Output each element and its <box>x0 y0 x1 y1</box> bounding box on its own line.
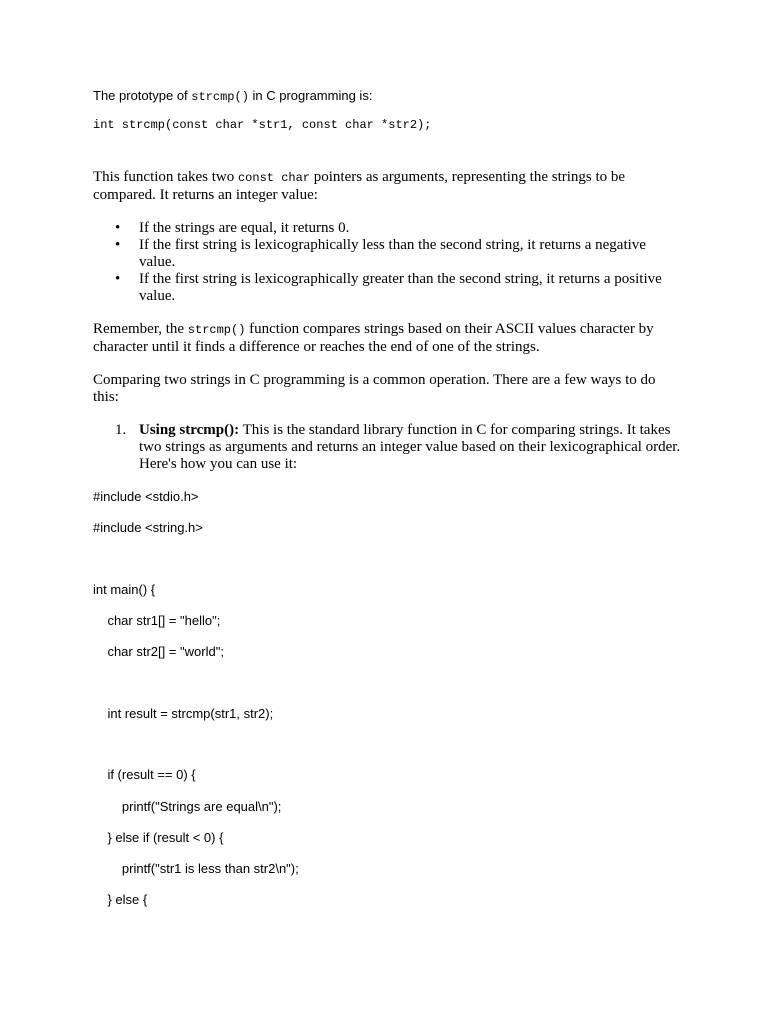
prototype-intro-code: strcmp() <box>191 90 249 104</box>
code-line: char str2[] = "world"; <box>93 644 224 659</box>
list-item <box>115 220 675 237</box>
description-paragraph-1 <box>93 169 673 204</box>
function-signature: int strcmp(const char *str1, const char *str2); <box>93 118 432 132</box>
list-item-text: If the strings are equal, it returns 0. <box>139 220 350 236</box>
code-line: if (result == 0) { <box>93 767 196 782</box>
description-paragraph-2 <box>93 321 663 356</box>
code-line: int result = strcmp(str1, str2); <box>93 706 274 721</box>
prototype-intro-after: in C programming is: <box>248 88 373 103</box>
p1-after: pointers as arguments, representing the strings to be compared. It returns an integer value: <box>93 169 626 203</box>
p1-before: This function takes two <box>93 169 238 185</box>
code-line: #include <stdio.h> <box>93 489 199 504</box>
return-value-list <box>115 220 675 305</box>
numbered-item-text: This is the standard library function in C for comparing strings. It takes two strings as arguments and returns an integer value based on their lexicographical order. Here's how you can use it: <box>139 422 681 472</box>
code-line: } else { <box>93 892 148 907</box>
list-number: 1. <box>115 422 127 438</box>
p1-code: const char <box>237 171 310 185</box>
description-paragraph-3: Comparing two strings in C programming is a common operation. There are a few ways to do this: <box>93 372 656 405</box>
code-line: int main() { <box>93 582 156 597</box>
p2-code: strcmp() <box>187 323 246 337</box>
code-line: printf("str1 is less than str2\n"); <box>93 861 299 876</box>
list-item <box>115 237 675 271</box>
code-line: printf("Strings are equal\n"); <box>93 799 282 814</box>
code-line: char str1[] = "hello"; <box>93 613 221 628</box>
list-item <box>115 271 675 305</box>
list-item-text: If the first string is lexicographically greater than the second string, it returns a positive value. <box>139 271 662 304</box>
list-item-text: If the first string is lexicographically less than the second string, it returns a negative value. <box>139 237 646 270</box>
p2-after: function compares strings based on their ASCII values character by character until it finds a difference or reaches the end of one of the strings. <box>93 321 654 355</box>
code-line: } else if (result < 0) { <box>93 830 224 845</box>
numbered-item-heading: Using strcmp(): <box>139 422 240 438</box>
prototype-intro <box>93 88 372 104</box>
p2-before: Remember, the <box>93 321 188 337</box>
prototype-intro-before: The prototype of <box>93 88 192 103</box>
bullet-icon: • <box>115 220 121 236</box>
numbered-list-item <box>115 422 684 473</box>
bullet-icon: • <box>115 271 121 287</box>
code-line: #include <string.h> <box>93 520 203 535</box>
bullet-icon: • <box>115 237 121 253</box>
